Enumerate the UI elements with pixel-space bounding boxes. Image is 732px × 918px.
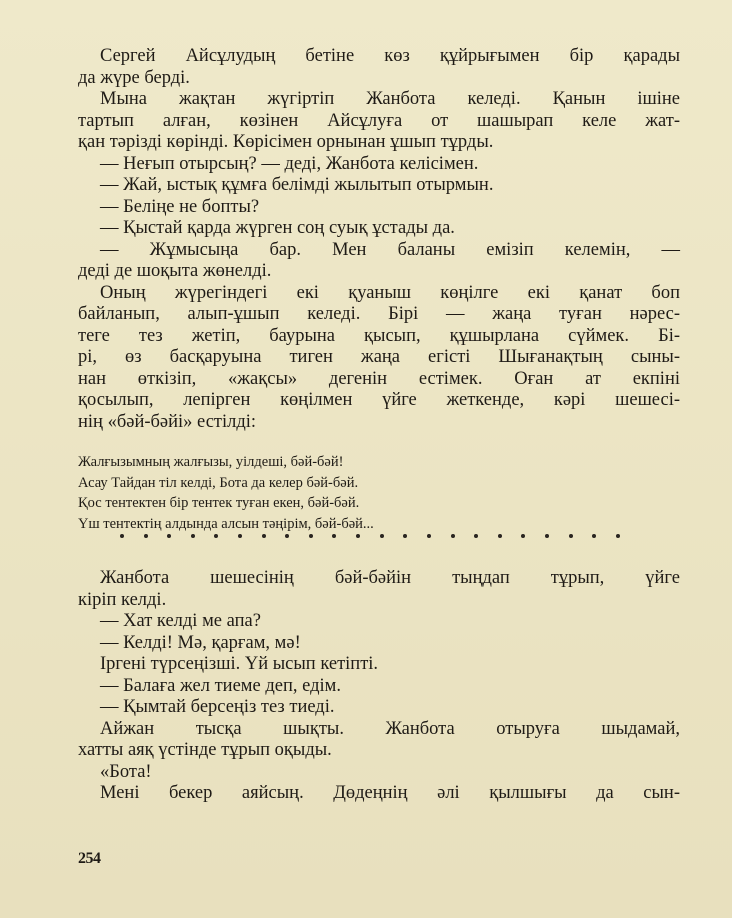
- text-line: кіріп келді.: [78, 589, 167, 610]
- divider-dot: [427, 534, 431, 538]
- text-line: — Хат келді ме апа?: [100, 611, 261, 631]
- text-line: — Беліңе не бопты?: [100, 196, 260, 217]
- divider-dot: [262, 534, 266, 538]
- text-line: тартып алған, көзінен Айсұлуға от шашырап келе жат-: [78, 110, 680, 131]
- divider-dot: [616, 534, 620, 538]
- divider-dot: [569, 534, 573, 538]
- text-line: Жанбота шешесінің бәй-бәйін тыңдап тұрып, үйге: [100, 568, 680, 588]
- text-line: Мына жақтан жүгіртіп Жанбота келеді. Қанын ішіне: [100, 89, 680, 109]
- text-line: — Қымтай берсеңіз тез тиеді.: [100, 697, 335, 717]
- divider-dot: [214, 534, 218, 538]
- text-line: — Жай, ыстық құмға белімді жылытып отырмын.: [100, 175, 494, 195]
- divider-dot: [356, 534, 360, 538]
- prose-block-top: [78, 46, 680, 433]
- divider-dot: [498, 534, 502, 538]
- divider-dot: [144, 534, 148, 538]
- divider-dot: [285, 534, 289, 538]
- divider-dot: [403, 534, 407, 538]
- prose-block-bottom: [78, 568, 680, 805]
- lullaby-verse: [78, 452, 538, 534]
- text-line: қан тәрізді көрінді. Көрісімен орнынан ұшып тұрды.: [78, 132, 494, 152]
- page-number: 254: [78, 850, 101, 867]
- text-line: — Неғып отырсың? — деді, Жанбота келісімен.: [100, 153, 479, 174]
- divider-dot: [120, 534, 124, 538]
- text-line: Мені бекер аяйсың. Дөдеңнің әлі қылшығы да сын-: [100, 783, 680, 803]
- divider-dot: [191, 534, 195, 538]
- divider-dot: [451, 534, 455, 538]
- text-line: — Жұмысыңа бар. Мен баланы емізіп келемін, —: [100, 239, 680, 260]
- divider-dot: [167, 534, 171, 538]
- text-line: деді де шоқыта жөнелді.: [78, 261, 272, 281]
- text-line: нің «бәй-бәйі» естілді:: [78, 411, 257, 432]
- text-line: да жүре берді.: [78, 67, 190, 88]
- verse-line: Жалғызымның жалғызы, уілдеші, бәй-бәй!: [78, 454, 344, 470]
- divider-dot: [332, 534, 336, 538]
- text-line: теге тез жетіп, баурына қысып, құшырлана сүймек. Бі-: [78, 325, 680, 346]
- divider-dot: [592, 534, 596, 538]
- text-line: Айжан тысқа шықты. Жанбота отыруға шыдамай,: [100, 718, 680, 739]
- text-line: рі, өз басқаруына тиген жаңа егісті Шығанақтың сыны-: [78, 347, 680, 367]
- text-line: — Балаға жел тиеме деп, едім.: [100, 675, 341, 696]
- divider-dot: [238, 534, 242, 538]
- text-line: хатты аяқ үстінде тұрып оқыды.: [78, 740, 332, 760]
- text-line: Іргені түрсеңізші. Үй ысып кетіпті.: [100, 654, 379, 674]
- verse-line: Қос тентектен бір тентек туған екен, бәй-бәй.: [78, 495, 360, 511]
- text-line: Сергей Айсұлудың бетіне көз құйрығымен бір қарады: [100, 46, 680, 66]
- text-line: байланып, алып-ұшып келеді. Бірі — жаңа туған нәрес-: [78, 304, 680, 324]
- text-line: — Қыстай қарда жүрген соң суық ұстады да.: [100, 218, 455, 238]
- text-line: — Келді! Мә, қарғам, мә!: [100, 632, 301, 653]
- divider-dot: [474, 534, 478, 538]
- divider-dot: [309, 534, 313, 538]
- divider-dot: [545, 534, 549, 538]
- text-line: «Бота!: [100, 761, 152, 782]
- text-line: нан өткізіп, «жақсы» дегенін естімек. Оған ат екпіні: [78, 368, 680, 389]
- divider-dot: [380, 534, 384, 538]
- text-line: Оның жүрегіндегі екі қуаныш көңілге екі қанат боп: [100, 282, 680, 303]
- text-line: қосылып, лепірген көңілмен үйге жеткенде, кәрі шешесі-: [78, 390, 680, 410]
- divider-dot: [521, 534, 525, 538]
- section-divider-dots: [120, 528, 620, 544]
- verse-line: Асау Тайдан тіл келді, Бота да келер бәй-бәй.: [78, 474, 359, 491]
- verse-line: Үш тентектің алдында алсын тәңірім, бәй-бәй...: [78, 515, 374, 532]
